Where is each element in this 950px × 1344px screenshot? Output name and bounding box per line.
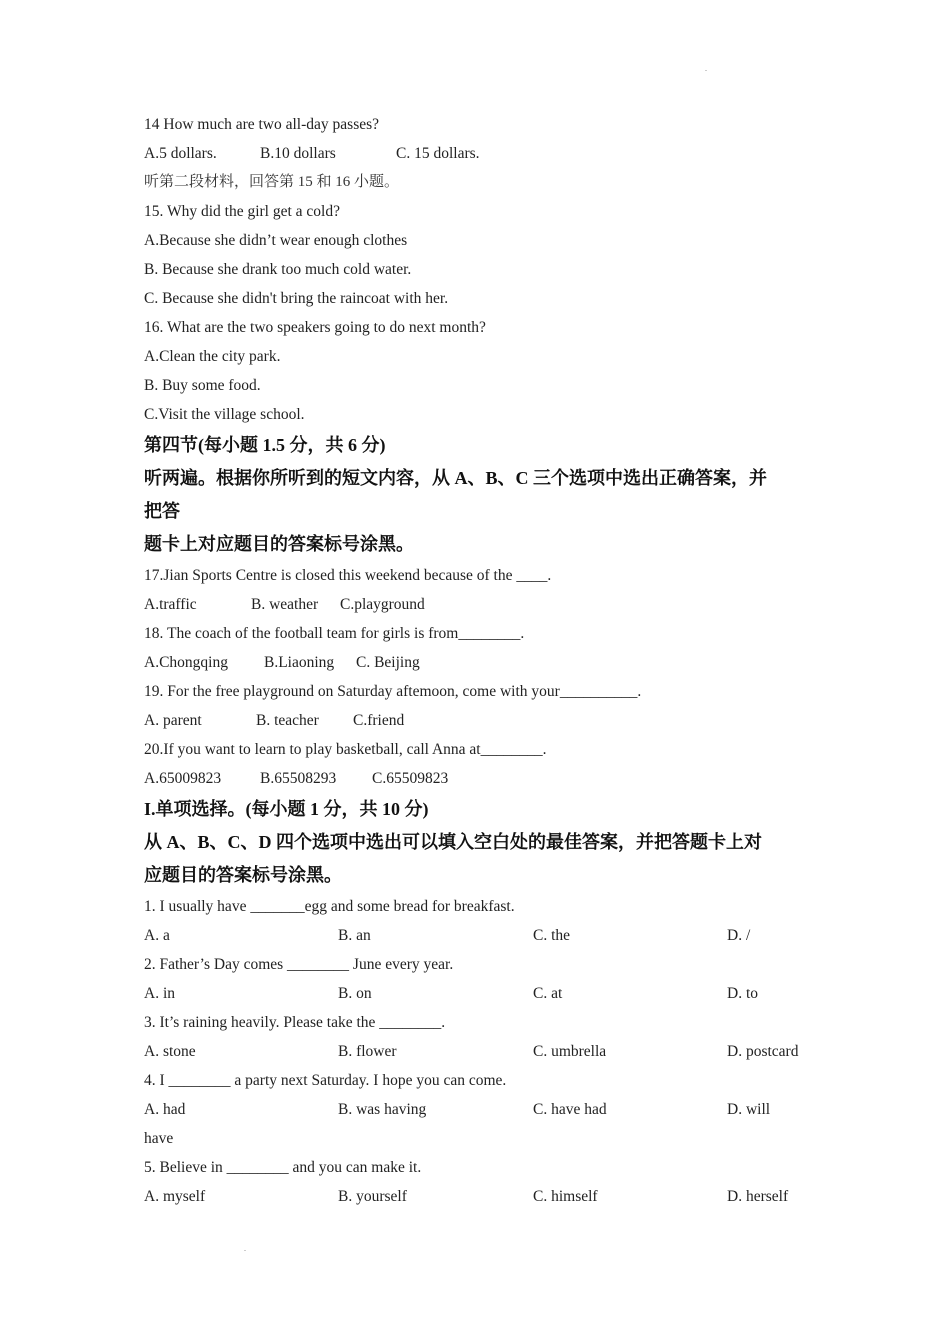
mc1-question: 1. I usually have _______egg and some bread for breakfast.: [144, 898, 515, 915]
q19-question: 19. For the free playground on Saturday aftemoon, come with your__________.: [144, 683, 642, 700]
mc4-options: [144, 1095, 814, 1124]
mc5-option-c: C. himself: [533, 1188, 598, 1205]
q17-question: 17.Jian Sports Centre is closed this weekend because of the ____.: [144, 567, 552, 584]
q18-option-a: A.Chongqing: [144, 654, 228, 671]
part1-instruction-line2: 应题目的答案标号涂黑。: [144, 865, 342, 885]
mc5-option-b: B. yourself: [338, 1188, 407, 1205]
exam-page: [144, 110, 814, 1211]
q14-options: [144, 139, 814, 168]
q14-option-b: B.10 dollars: [260, 145, 336, 162]
mc1-option-d: D. /: [727, 927, 751, 944]
q20-option-b: B.65508293: [260, 770, 337, 787]
mc1-option-b: B. an: [338, 927, 371, 944]
q16-option-b: B. Buy some food.: [144, 377, 261, 394]
mc3-option-d: D. postcard: [727, 1043, 799, 1060]
mc5-options: [144, 1182, 814, 1211]
mc3-options: [144, 1037, 814, 1066]
q17-option-a: A.traffic: [144, 596, 197, 613]
mc2-option-a: A. in: [144, 985, 175, 1002]
q15-option-b: B. Because she drank too much cold water.: [144, 261, 412, 278]
mc4-option-b: B. was having: [338, 1101, 427, 1118]
q20-option-a: A.65009823: [144, 770, 222, 787]
mc2-option-b: B. on: [338, 985, 372, 1002]
mc3-option-a: A. stone: [144, 1043, 196, 1060]
mc4-option-a: A. had: [144, 1101, 186, 1118]
section4-instruction-line1: 听两遍。根据你所听到的短文内容，从 A、B、C 三个选项中选出正确答案，并: [144, 468, 768, 488]
q14-question: 14 How much are two all-day passes?: [144, 116, 380, 133]
q18-options: [144, 648, 814, 677]
mc4-question: 4. I ________ a party next Saturday. I hope you can come.: [144, 1072, 507, 1089]
q20-options: [144, 764, 814, 793]
mc3-option-c: C. umbrella: [533, 1043, 607, 1060]
mc2-option-d: D. to: [727, 985, 758, 1002]
q15-question: 15. Why did the girl get a cold?: [144, 203, 340, 220]
mc3-option-b: B. flower: [338, 1043, 397, 1060]
mc5-option-a: A. myself: [144, 1188, 206, 1205]
mc1-option-c: C. the: [533, 927, 571, 944]
q17-option-b: B. weather: [251, 596, 319, 613]
scan-speck-bottom: [244, 1250, 246, 1251]
q19-option-a: A. parent: [144, 712, 202, 729]
q19-option-c: C.friend: [353, 712, 405, 729]
mc2-options: [144, 979, 814, 1008]
q14-option-a: A.5 dollars.: [144, 145, 217, 162]
mc1-option-a: A. a: [144, 927, 170, 944]
q18-option-c: C. Beijing: [356, 654, 420, 671]
mc5-option-d: D. herself: [727, 1188, 789, 1205]
q18-question: 18. The coach of the football team for girls is from________.: [144, 625, 525, 642]
q14-option-c: C. 15 dollars.: [396, 145, 480, 162]
q16-option-c: C.Visit the village school.: [144, 406, 305, 423]
scan-speck-top: [705, 70, 707, 71]
q15-option-c: C. Because she didn't bring the raincoat with her.: [144, 290, 449, 307]
q20-question: 20.If you want to learn to play basketball, call Anna at________.: [144, 741, 547, 758]
section4-instruction-line3: 题卡上对应题目的答案标号涂黑。: [144, 534, 414, 554]
q15-option-a: A.Because she didn’t wear enough clothes: [144, 232, 408, 249]
mc5-question: 5. Believe in ________ and you can make it.: [144, 1159, 422, 1176]
mc2-question: 2. Father’s Day comes ________ June every year.: [144, 956, 454, 973]
mc3-question: 3. It’s raining heavily. Please take the ________.: [144, 1014, 446, 1031]
q17-options: [144, 590, 814, 619]
mc4-option-d: D. will: [727, 1101, 771, 1118]
q17-option-c: C.playground: [340, 596, 425, 613]
q19-option-b: B. teacher: [256, 712, 319, 729]
mc4-option-c: C. have had: [533, 1101, 607, 1118]
mc4-option-d-continued: have: [144, 1130, 174, 1147]
section4-instruction-line2: 把答: [144, 501, 180, 521]
q18-option-b: B.Liaoning: [264, 654, 335, 671]
mc2-option-c: C. at: [533, 985, 563, 1002]
q20-option-c: C.65509823: [372, 770, 449, 787]
q16-question: 16. What are the two speakers going to do next month?: [144, 319, 486, 336]
mc1-options: [144, 921, 814, 950]
part1-instruction-line1: 从 A、B、C、D 四个选项中选出可以填入空白处的最佳答案，并把答题卡上对: [144, 832, 762, 852]
part1-title: I.单项选择。(每小题 1 分，共 10 分): [144, 799, 429, 819]
section2-note: 听第二段材料，回答第 15 和 16 小题。: [144, 174, 400, 190]
q19-options: [144, 706, 814, 735]
section4-title: 第四节(每小题 1.5 分，共 6 分): [144, 435, 386, 455]
q16-option-a: A.Clean the city park.: [144, 348, 281, 365]
